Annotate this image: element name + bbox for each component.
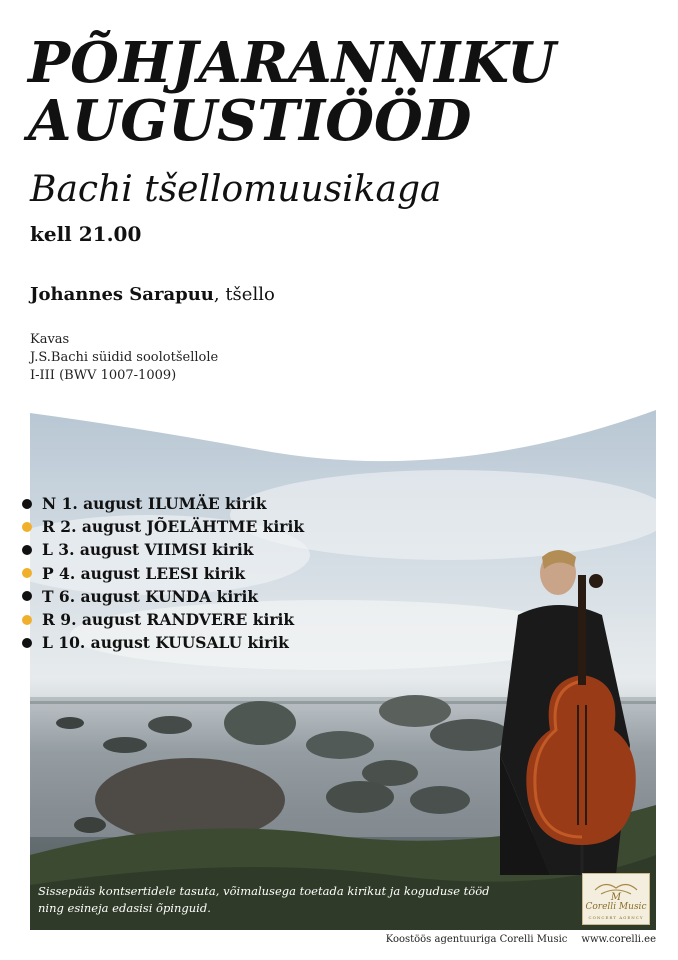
website-link[interactable]: www.corelli.ee	[581, 934, 656, 945]
schedule-item	[22, 562, 304, 585]
bullet-dot-icon	[22, 591, 32, 601]
bullet-dot-icon	[22, 638, 32, 648]
poster-subtitle: Bachi tšellomuusikaga	[30, 169, 442, 210]
concert-schedule	[22, 492, 304, 654]
program-line-2: I-III (BWV 1007-1009)	[30, 368, 177, 383]
schedule-item-text: N 1. august ILUMÄE kirik	[42, 494, 267, 513]
admission-note-line-2: ning esineja edasisi õpinguid.	[38, 901, 211, 915]
performer	[30, 284, 275, 305]
corelli-music-logo	[582, 873, 650, 925]
schedule-item-text: R 9. august RANDVERE kirik	[42, 610, 295, 630]
schedule-item-text: R 2. august JÕELÄHTME kirik	[42, 517, 305, 537]
program-line-1: J.S.Bachi süidid soolotšellole	[30, 350, 219, 365]
photo-illustration	[30, 405, 656, 930]
schedule-item	[22, 608, 304, 631]
bullet-dot-icon	[22, 568, 32, 578]
svg-text:M: M	[610, 892, 622, 903]
title-line-2: AUGUSTIÖÖD	[28, 88, 472, 154]
schedule-item	[22, 538, 304, 561]
performer-role: , tšello	[213, 284, 275, 305]
admission-note	[38, 883, 508, 917]
program	[30, 331, 218, 385]
bullet-dot-icon	[22, 499, 32, 509]
schedule-item	[22, 515, 304, 538]
performer-name: Johannes Sarapuu	[30, 284, 214, 305]
bullet-dot-icon	[22, 522, 32, 532]
schedule-item	[22, 585, 304, 608]
admission-note-line-1: Sissepääs kontsertidele tasuta, võimalusega toetada kirikut ja koguduse tööd	[38, 884, 490, 898]
schedule-item	[22, 631, 304, 654]
credit-text: Koostöös agentuuriga Corelli Music	[385, 934, 568, 945]
schedule-item-text: T 6. august KUNDA kirik	[42, 586, 259, 606]
logo-ornament-icon	[583, 876, 649, 904]
schedule-item	[22, 492, 304, 515]
title-line-1: PÕHJARANNIKU	[28, 30, 556, 96]
bullet-dot-icon	[22, 615, 32, 625]
poster-title	[28, 30, 556, 154]
credits	[372, 934, 656, 945]
bullet-dot-icon	[22, 545, 32, 555]
logo-brand: Corelli Music	[585, 902, 647, 912]
program-heading: Kavas	[30, 332, 70, 347]
cellist-seaside-photo	[30, 405, 656, 930]
concert-time: kell 21.00	[30, 222, 142, 246]
schedule-item-text: L 3. august VIIMSI kirik	[42, 540, 254, 560]
schedule-item-text: L 10. august KUUSALU kirik	[42, 633, 289, 653]
logo-tagline: CONCERT AGENCY	[588, 915, 644, 920]
schedule-item-text: P 4. august LEESI kirik	[42, 563, 246, 583]
